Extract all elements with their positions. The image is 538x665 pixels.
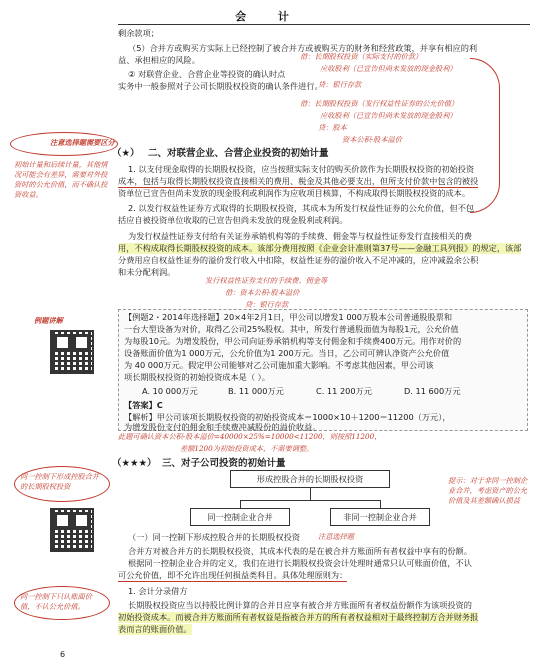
left-note-body: 初始计量和后续计量，其他情况可能会有差异，需要对外投资时的公允价值，而不确认投资收益。 xyxy=(14,160,108,199)
s2-p2-line6: 和未分配利润。 xyxy=(118,267,176,277)
s3-p2-line2: 初始投资成本。而被合并方账面所有者权益是指被合并方的所有者权益相对于最终控制方合并财务报 xyxy=(118,612,479,622)
section3-marker: （★★★） xyxy=(112,458,157,469)
flow-connector-vertical xyxy=(310,488,311,500)
page-number: 6 xyxy=(60,650,66,659)
left-note-same-control: 同一控制下形成控股合并的长期股权投资 xyxy=(20,472,100,491)
annotation-attention: 注意选择题 xyxy=(318,532,354,541)
s3-p1-line2: 根据同一控制企业合并的定义，我们在进行长期股权投资会计处理时通常只认可账面价值，不认 xyxy=(128,558,472,568)
option-c: C. 11 200万元 xyxy=(316,386,372,396)
s2-p2-line2: 括应自被投资单位收取的已宣告但尚未发放的现金股利或利润。 xyxy=(118,215,348,225)
left-note-book-value: 同一控制下只认账面价值，不认公允价值。 xyxy=(20,592,92,611)
example-line1: 【例题2・2014年选择题】20×4年2月1日，甲公司以增发1 000万股本公司普通股股票和 xyxy=(124,312,453,322)
example-explain-label: 例题讲解 xyxy=(34,316,63,325)
item5-line2: 益、承担相应的风险。 xyxy=(118,55,200,65)
example-line4: 设备账面价值为1 000万元，公允价值为1 200万元。当日，乙公司可辨认净资产公允价值 xyxy=(124,348,450,358)
annotation-example-note1: 此题可确认资本公积-股本溢价=40000×25%=10000<11200，则按照11200， xyxy=(118,432,382,441)
item2-line2: 实务中一般参照对子公司长期股权投资的确认条件进行。 xyxy=(118,81,323,91)
example-line3: 为每股10元。为增发股份，甲公司向证券承销机构等支付佣金和手续费400万元。用作对价的 xyxy=(124,336,462,346)
flow-connector-horizontal xyxy=(240,500,380,501)
annotation-debit-1: 借：长期股权投资（实际支付的价款） xyxy=(300,52,423,61)
section3-title: 三、对子公司投资的初始计量 xyxy=(162,458,286,469)
s2-p1-line1: 1. 以支付现金取得的长期股权投资，应当按照实际支付的购买价款作为长期股权投资的初始投资 xyxy=(128,164,475,174)
s2-p1-line3: 资单位已宣告但尚未发放的现金股利或利润作为应收项目核算，不构成取得长期股权投资的成本。 xyxy=(118,188,471,198)
item2-line1: ② 对联营企业、合营企业等投资的确认时点 xyxy=(128,69,286,79)
option-a: A. 10 000万元 xyxy=(142,386,198,396)
analysis-line1: 【解析】甲公司该项长期股权投资的初始投资成本＝1000×10＋1200＝11200（万元）， xyxy=(124,412,451,422)
left-note-circle xyxy=(10,132,118,156)
section2-marker: （★） xyxy=(112,148,140,159)
example-line6: 项长期股权投资的初始投资成本是（ ）。 xyxy=(124,372,270,382)
left-note-circle-2 xyxy=(14,466,110,502)
s2-p2-line4: 用，不构成取得长期股权投资的成本。该部分费用按照《企业会计准则第37号——金融工具列报》的规定，该部 xyxy=(118,243,522,253)
s2-p2-line3: 为发行权益性证券支付给有关证券承销机构等的手续费、佣金等与权益性证券发行直接相关的费 xyxy=(128,231,472,241)
option-b: B. 11 000万元 xyxy=(228,386,284,396)
s3-p1-line3: 可公允价值，即不允许出现任何损益类科目。具体处理原则为： xyxy=(118,570,348,580)
item5-line1: （5）合并方或购买方实际上已经控制了被合并方或被购买方的财务和经营政策，并享有相应的利 xyxy=(128,43,478,53)
annotation-fee: 发行权益性证券支付的手续费、佣金等 xyxy=(205,276,328,285)
flow-right-box: 非同一控制企业合并 xyxy=(330,508,430,526)
s3-p1-line1: 合并方对被合并方的长期股权投资，其成本代表的是在被合并方账面所有者权益中享有的份额。 xyxy=(128,546,472,556)
annotation-fee-credit: 贷：银行存款 xyxy=(245,300,289,309)
annotation-credit-3: 资本公积-股本溢价 xyxy=(342,135,402,144)
section2-title: 二、对联营企业、合营企业投资的初始计量 xyxy=(148,148,329,159)
flow-top-box: 形成控股合并的长期股权投资 xyxy=(230,470,390,488)
flow-connector-left xyxy=(240,500,241,508)
header-rule xyxy=(118,24,530,25)
annotation-credit-1: 贷：银行存款 xyxy=(318,80,362,89)
flow-connector-right xyxy=(380,500,381,508)
annotation-debit-2: 应收股利（已宣告但尚未发放的现金股利） xyxy=(320,64,457,73)
intro-line: 剩余款项； xyxy=(118,28,159,38)
s2-p1-line2: 成本，包括与取得长期股权投资直接相关的费用、税金及其他必要支出，但所支付价款中包含的被投 xyxy=(118,176,479,186)
annotation-fee-debit: 借：资本公积-股本溢价 xyxy=(225,288,300,297)
annotation-debit-4: 应收股利（已宣告但尚未发放的现金股利） xyxy=(320,111,457,120)
annotation-credit-2: 贷：股本 xyxy=(318,123,347,132)
flow-left-box: 同一控制企业合并 xyxy=(190,508,290,526)
example-answer: 【答案】C xyxy=(124,400,163,410)
left-note-title: 注意选择题需要区分 xyxy=(50,138,115,147)
sub1-title: （一）同一控制下形成控股合并的长期股权投资 xyxy=(128,532,300,542)
example-line2: 一台大型设备为对价，取得乙公司25%股权。其中，所发行普通股面值为每股1元，公允价值 xyxy=(124,324,459,334)
annotation-brace xyxy=(470,58,500,213)
page-header-title: 会 计 xyxy=(235,10,303,23)
left-note-circle-3 xyxy=(14,586,110,620)
right-note-tip: 提示：对于非同一控制企业合并，考虑资产的公允价值及其差额确认损益 xyxy=(448,476,528,505)
annotation-example-note2: 差额1200为初始投资成本，不需要调整。 xyxy=(180,444,314,453)
s3-p2-line1: 长期股权投资应当以持股比例计算的合并日应享有被合并方账面所有者权益份额作为该项投资的 xyxy=(128,600,472,610)
s2-p2-line1: 2. 以发行权益性证券方式取得的长期股权投资，其成本为所发行权益性证券的公允价值，但不包 xyxy=(128,203,475,213)
s3-item1-title: 1. 会计分录借方 xyxy=(128,586,188,596)
qr-code-1[interactable] xyxy=(50,330,94,374)
analysis-line2: 为增发股份支付的佣金和手续费冲减股份的溢价收益。 xyxy=(124,422,321,432)
s2-p2-line5: 分费用应自权益性证券的溢价发行收入中扣除，权益性证券的溢价收入不足冲减的，应冲减盈余公积 xyxy=(118,255,479,265)
annotation-debit-3: 借：长期股权投资（发行权益性证券的公允价值） xyxy=(300,99,459,108)
s3-p2-line3: 表而言的账面价值。 xyxy=(118,624,192,634)
example-line5: 为 40 000万元。假定甲公司能够对乙公司施加重大影响。不考虑其他因素，甲公司该 xyxy=(124,360,434,370)
qr-code-2[interactable] xyxy=(50,508,94,552)
option-d: D. 11 600万元 xyxy=(404,386,461,396)
